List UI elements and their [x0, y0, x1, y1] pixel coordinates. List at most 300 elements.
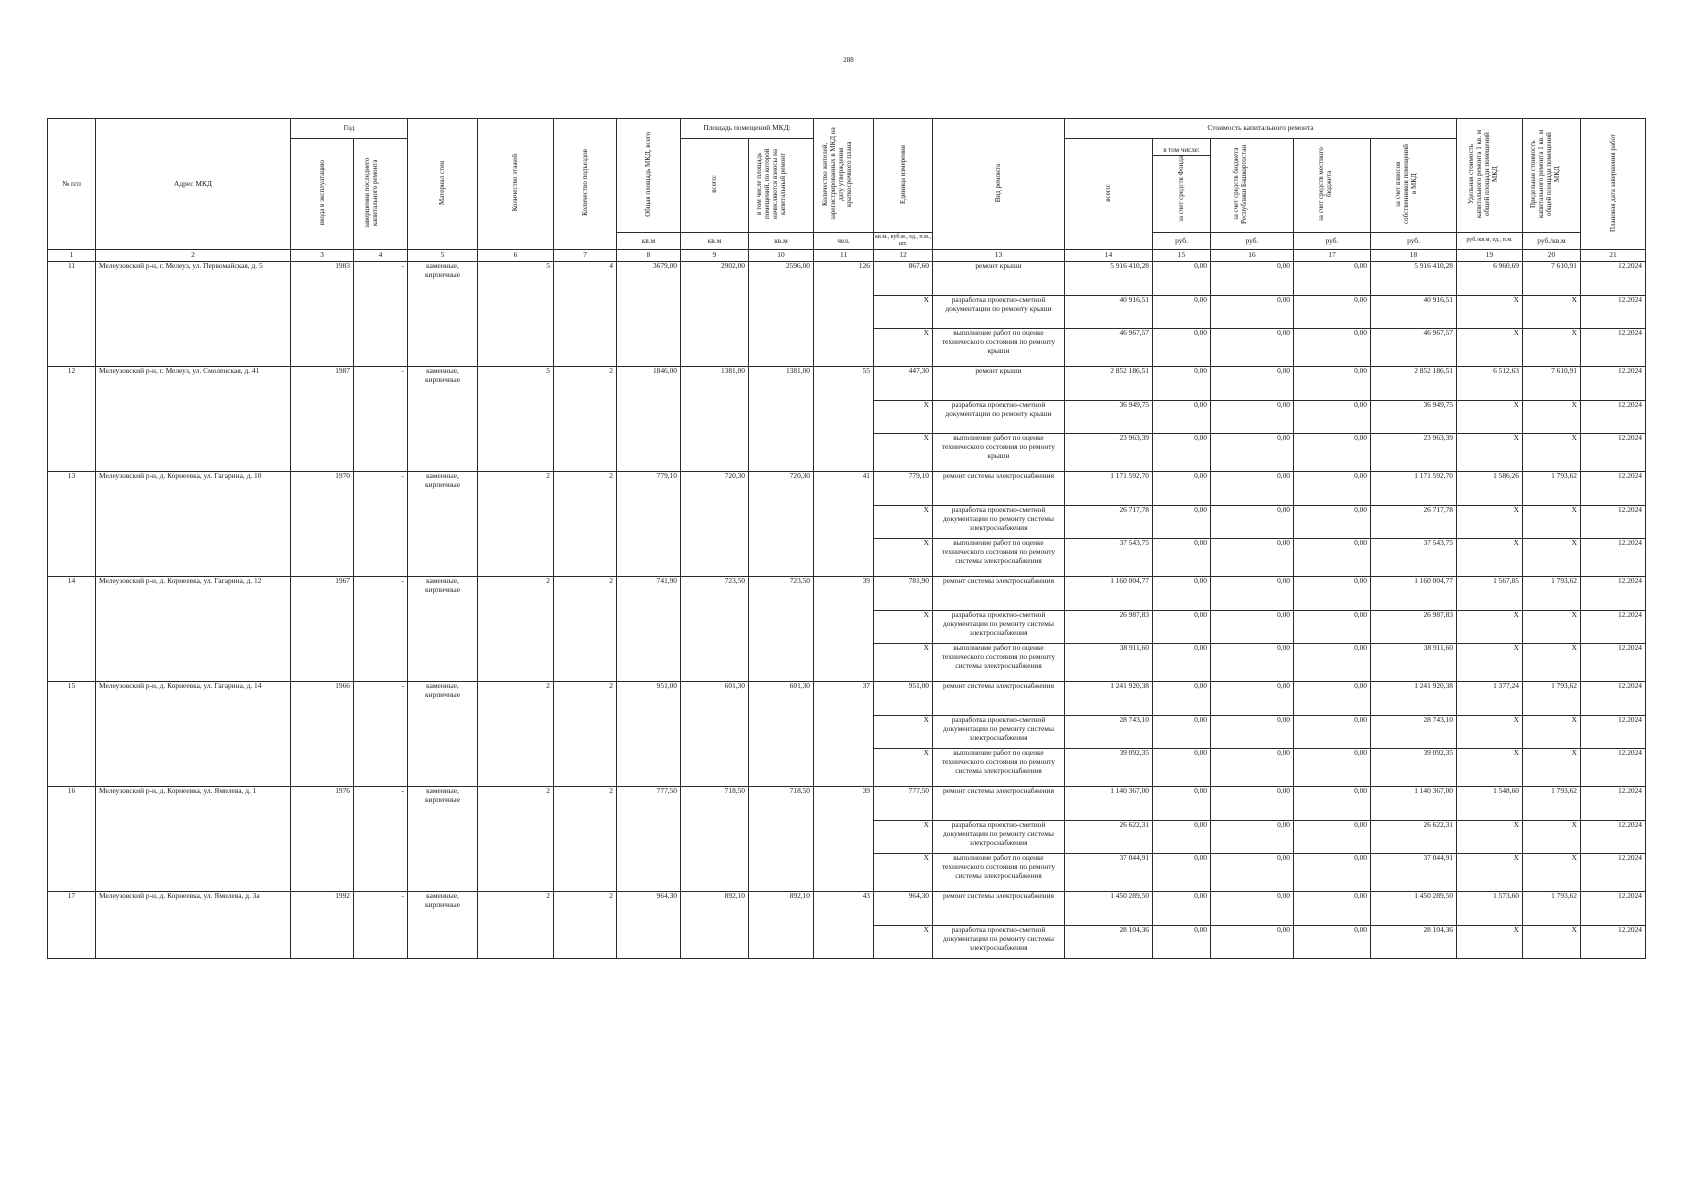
cost-local: 0,00 [1294, 787, 1371, 821]
unit-c15: руб. [1153, 232, 1211, 249]
cost-total: 40 916,51 [1065, 296, 1153, 329]
cost-local: 0,00 [1294, 926, 1371, 959]
unit-cost: X [1457, 644, 1523, 682]
cost-fund: 0,00 [1153, 716, 1211, 749]
work-type: выполнение работ по оценке технического состояния по ремонту системы электроснабжения [933, 749, 1065, 787]
work-type: разработка проектно-сметной документации по ремонту системы электроснабжения [933, 821, 1065, 854]
max-cost: 1 793,62 [1523, 892, 1581, 926]
cost-total: 28 743,10 [1065, 716, 1153, 749]
cost-fund: 0,00 [1153, 296, 1211, 329]
house-num: 13 [48, 472, 96, 577]
residents: 55 [814, 367, 874, 472]
premises-area-fee: 1381,00 [749, 367, 814, 472]
year-commission: 1983 [291, 262, 354, 367]
unit-cost: 1 377,24 [1457, 682, 1523, 716]
cost-local: 0,00 [1294, 401, 1371, 434]
house-address: Мелеузовский р-н, д. Корнеевка, ул. Ямилева, д. 1 [96, 787, 291, 892]
cost-total: 1 241 920,38 [1065, 682, 1153, 716]
table-row [48, 262, 1646, 296]
unit-measure: X [874, 854, 933, 892]
unit-cost: X [1457, 926, 1523, 959]
unit-cost: X [1457, 506, 1523, 539]
work-type: ремонт системы электроснабжения [933, 472, 1065, 506]
unit-measure: X [874, 539, 933, 577]
work-type: выполнение работ по оценке технического состояния по ремонту системы электроснабжения [933, 644, 1065, 682]
year-commission: 1976 [291, 787, 354, 892]
house-address: Мелеузовский р-н, д. Корнеевка, ул. Ямилева, д. 3а [96, 892, 291, 959]
column-number: 7 [554, 250, 617, 262]
max-cost: X [1523, 926, 1581, 959]
cost-republic: 0,00 [1211, 506, 1294, 539]
repair-plan-table [47, 118, 1646, 959]
header-incl: в том числе: [1153, 146, 1210, 155]
deadline-date: 12.2024 [1581, 262, 1646, 296]
header-residents: Количество жителей, зарегистрированных в МКД на дату утверждения краткосрочного плана [820, 127, 853, 221]
unit-measure: X [874, 644, 933, 682]
year-commission: 1970 [291, 472, 354, 577]
column-number: 20 [1523, 250, 1581, 262]
max-cost: 7 610,91 [1523, 367, 1581, 401]
max-cost: X [1523, 749, 1581, 787]
premises-area: 601,30 [681, 682, 749, 787]
cost-fund: 0,00 [1153, 821, 1211, 854]
column-number: 14 [1065, 250, 1153, 262]
cost-total: 1 140 367,00 [1065, 787, 1153, 821]
cost-total: 26 717,78 [1065, 506, 1153, 539]
deadline-date: 12.2024 [1581, 892, 1646, 926]
header-area-residents: в том числе площадь помещений, по которой начисляются взносы на капитальный ремонт [755, 148, 788, 220]
unit-measure: X [874, 401, 933, 434]
premises-area: 723,50 [681, 577, 749, 682]
work-type: разработка проектно-сметной документации по ремонту системы электроснабжения [933, 716, 1065, 749]
work-type: ремонт крыши [933, 262, 1065, 296]
max-cost: X [1523, 716, 1581, 749]
residents: 37 [814, 682, 874, 787]
cost-fund: 0,00 [1153, 892, 1211, 926]
column-number: 16 [1211, 250, 1294, 262]
cost-local: 0,00 [1294, 262, 1371, 296]
wall-material: каменные, кирпичные [408, 787, 478, 892]
floors: 2 [478, 577, 554, 682]
entrances: 2 [554, 367, 617, 472]
wall-material: каменные, кирпичные [408, 577, 478, 682]
cost-owners: 40 916,51 [1371, 296, 1457, 329]
house-address: Мелеузовский р-н, д. Корнеевка, ул. Гагарина, д. 14 [96, 682, 291, 787]
house-num: 15 [48, 682, 96, 787]
deadline-date: 12.2024 [1581, 506, 1646, 539]
cost-republic: 0,00 [1211, 539, 1294, 577]
total-area: 951,00 [617, 682, 681, 787]
unit-measure: 447,30 [874, 367, 933, 401]
deadline-date: 12.2024 [1581, 577, 1646, 611]
unit-measure: X [874, 926, 933, 959]
cost-republic: 0,00 [1211, 577, 1294, 611]
cost-owners: 28 104,36 [1371, 926, 1457, 959]
entrances: 2 [554, 682, 617, 787]
unit-cost: 1 567,85 [1457, 577, 1523, 611]
floors: 2 [478, 892, 554, 959]
unit-cost: X [1457, 434, 1523, 472]
cost-fund: 0,00 [1153, 682, 1211, 716]
entrances: 2 [554, 472, 617, 577]
year-last-repair: - [354, 577, 408, 682]
work-type: разработка проектно-сметной документации по ремонту крыши [933, 401, 1065, 434]
cost-total: 5 916 410,28 [1065, 262, 1153, 296]
year-last-repair: - [354, 367, 408, 472]
deadline-date: 12.2024 [1581, 329, 1646, 367]
cost-owners: 26 717,78 [1371, 506, 1457, 539]
cost-owners: 1 241 920,38 [1371, 682, 1457, 716]
header-total-area: Общая площадь МКД, всего [644, 131, 653, 217]
header-wall-material: Материал стен [438, 160, 447, 205]
column-number: 3 [291, 250, 354, 262]
premises-area-fee: 601,30 [749, 682, 814, 787]
cost-republic: 0,00 [1211, 787, 1294, 821]
unit-measure: 951,00 [874, 682, 933, 716]
unit-measure: X [874, 749, 933, 787]
deadline-date: 12.2024 [1581, 401, 1646, 434]
cost-local: 0,00 [1294, 296, 1371, 329]
max-cost: X [1523, 506, 1581, 539]
work-type: разработка проектно-сметной документации по ремонту крыши [933, 296, 1065, 329]
cost-local: 0,00 [1294, 506, 1371, 539]
max-cost: 1 793,62 [1523, 787, 1581, 821]
entrances: 2 [554, 577, 617, 682]
cost-fund: 0,00 [1153, 472, 1211, 506]
cost-republic: 0,00 [1211, 821, 1294, 854]
unit-c9: кв.м [681, 232, 749, 249]
header-floors: Количество этажей [511, 154, 520, 212]
max-cost: X [1523, 329, 1581, 367]
premises-area: 718,50 [681, 787, 749, 892]
work-type: выполнение работ по оценке технического состояния по ремонту системы электроснабжения [933, 854, 1065, 892]
cost-republic: 0,00 [1211, 472, 1294, 506]
max-cost: 7 610,91 [1523, 262, 1581, 296]
house-address: Мелеузовский р-н, г. Мелеуз, ул. Первомайская, д. 5 [96, 262, 291, 367]
unit-cost: 6 512,63 [1457, 367, 1523, 401]
total-area: 741,90 [617, 577, 681, 682]
wall-material: каменные, кирпичные [408, 262, 478, 367]
premises-area: 720,30 [681, 472, 749, 577]
unit-measure: 781,90 [874, 577, 933, 611]
column-number: 13 [933, 250, 1065, 262]
table-row [48, 787, 1646, 821]
page-number: 288 [843, 56, 854, 64]
work-type: выполнение работ по оценке технического состояния по ремонту системы электроснабжения [933, 539, 1065, 577]
header-max-cost: Предельная стоимость капитального ремонта 1 кв. м общей площади помещений МКД [1528, 129, 1561, 219]
cost-local: 0,00 [1294, 892, 1371, 926]
column-number: 19 [1457, 250, 1523, 262]
premises-area: 1381,00 [681, 367, 749, 472]
unit-c18: руб. [1371, 232, 1457, 249]
cost-owners: 1 171 592,70 [1371, 472, 1457, 506]
cost-owners: 39 092,35 [1371, 749, 1457, 787]
max-cost: X [1523, 821, 1581, 854]
premises-area-fee: 720,30 [749, 472, 814, 577]
total-area: 777,50 [617, 787, 681, 892]
unit-cost: X [1457, 821, 1523, 854]
column-number: 10 [749, 250, 814, 262]
cost-fund: 0,00 [1153, 854, 1211, 892]
unit-cost: 6 960,69 [1457, 262, 1523, 296]
cost-total: 46 967,57 [1065, 329, 1153, 367]
unit-c19: руб./кв.м, ед., п.м. [1457, 232, 1523, 249]
cost-fund: 0,00 [1153, 539, 1211, 577]
header-cost-fund: за счет средств Фонда [1177, 155, 1186, 222]
cost-fund: 0,00 [1153, 787, 1211, 821]
deadline-date: 12.2024 [1581, 434, 1646, 472]
cost-owners: 37 044,91 [1371, 854, 1457, 892]
cost-republic: 0,00 [1211, 926, 1294, 959]
cost-fund: 0,00 [1153, 577, 1211, 611]
wall-material: каменные, кирпичные [408, 892, 478, 959]
cost-local: 0,00 [1294, 472, 1371, 506]
cost-republic: 0,00 [1211, 611, 1294, 644]
cost-fund: 0,00 [1153, 329, 1211, 367]
cost-fund: 0,00 [1153, 506, 1211, 539]
cost-republic: 0,00 [1211, 401, 1294, 434]
house-address: Мелеузовский р-н, д. Корнеевка, ул. Гагарина, д. 12 [96, 577, 291, 682]
residents: 39 [814, 787, 874, 892]
cost-fund: 0,00 [1153, 434, 1211, 472]
header-year-commission: ввода в эксплуатацию [317, 160, 326, 226]
cost-local: 0,00 [1294, 539, 1371, 577]
cost-republic: 0,00 [1211, 854, 1294, 892]
max-cost: X [1523, 296, 1581, 329]
unit-cost: 1 573,60 [1457, 892, 1523, 926]
year-commission: 1966 [291, 682, 354, 787]
cost-owners: 38 911,60 [1371, 644, 1457, 682]
unit-c16: руб. [1211, 232, 1294, 249]
deadline-date: 12.2024 [1581, 682, 1646, 716]
cost-total: 23 963,39 [1065, 434, 1153, 472]
table-row [48, 682, 1646, 716]
cost-total: 1 160 004,77 [1065, 577, 1153, 611]
work-type: разработка проектно-сметной документации по ремонту системы электроснабжения [933, 506, 1065, 539]
deadline-date: 12.2024 [1581, 367, 1646, 401]
house-num: 16 [48, 787, 96, 892]
wall-material: каменные, кирпичные [408, 367, 478, 472]
cost-fund: 0,00 [1153, 367, 1211, 401]
year-commission: 1992 [291, 892, 354, 959]
table-row [48, 472, 1646, 506]
floors: 2 [478, 472, 554, 577]
premises-area-fee: 892,10 [749, 892, 814, 959]
deadline-date: 12.2024 [1581, 749, 1646, 787]
max-cost: X [1523, 401, 1581, 434]
cost-total: 26 987,83 [1065, 611, 1153, 644]
max-cost: 1 793,62 [1523, 682, 1581, 716]
cost-local: 0,00 [1294, 854, 1371, 892]
house-num: 14 [48, 577, 96, 682]
column-number: 2 [96, 250, 291, 262]
year-last-repair: - [354, 787, 408, 892]
capital-repair-table [47, 118, 1646, 959]
table-body [48, 262, 1646, 959]
cost-local: 0,00 [1294, 821, 1371, 854]
cost-owners: 1 450 289,50 [1371, 892, 1457, 926]
column-numbers-row [48, 250, 1646, 262]
year-commission: 1967 [291, 577, 354, 682]
floors: 2 [478, 787, 554, 892]
cost-local: 0,00 [1294, 367, 1371, 401]
unit-cost: X [1457, 611, 1523, 644]
cost-republic: 0,00 [1211, 262, 1294, 296]
cost-local: 0,00 [1294, 611, 1371, 644]
deadline-date: 12.2024 [1581, 644, 1646, 682]
house-address: Мелеузовский р-н, г. Мелеуз, ул. Смоленская, д. 41 [96, 367, 291, 472]
cost-fund: 0,00 [1153, 611, 1211, 644]
cost-fund: 0,00 [1153, 749, 1211, 787]
deadline-date: 12.2024 [1581, 854, 1646, 892]
column-number: 18 [1371, 250, 1457, 262]
table-row [48, 367, 1646, 401]
floors: 5 [478, 367, 554, 472]
max-cost: X [1523, 644, 1581, 682]
header-unit-measure: Единица измерения [898, 144, 907, 204]
unit-measure: X [874, 611, 933, 644]
header-deadline: Плановая дата завершения работ [1608, 133, 1617, 232]
house-num: 11 [48, 262, 96, 367]
unit-measure: 779,10 [874, 472, 933, 506]
house-address: Мелеузовский р-н, д. Корнеевка, ул. Гагарина, д. 10 [96, 472, 291, 577]
premises-area: 892,10 [681, 892, 749, 959]
residents: 39 [814, 577, 874, 682]
cost-local: 0,00 [1294, 329, 1371, 367]
unit-cost: X [1457, 539, 1523, 577]
column-number: 17 [1294, 250, 1371, 262]
cost-fund: 0,00 [1153, 926, 1211, 959]
cost-republic: 0,00 [1211, 682, 1294, 716]
max-cost: X [1523, 854, 1581, 892]
header-cost-local: за счет средств местного бюджета [1317, 147, 1334, 221]
cost-owners: 36 949,75 [1371, 401, 1457, 434]
unit-cost: X [1457, 296, 1523, 329]
cost-owners: 2 852 186,51 [1371, 367, 1457, 401]
total-area: 1846,00 [617, 367, 681, 472]
cost-total: 1 450 289,50 [1065, 892, 1153, 926]
column-number: 1 [48, 250, 96, 262]
residents: 41 [814, 472, 874, 577]
unit-measure: X [874, 329, 933, 367]
max-cost: X [1523, 434, 1581, 472]
cost-republic: 0,00 [1211, 716, 1294, 749]
deadline-date: 12.2024 [1581, 472, 1646, 506]
work-type: ремонт системы электроснабжения [933, 892, 1065, 926]
header-cost-total: всего: [1104, 183, 1113, 202]
work-type: ремонт системы электроснабжения [933, 787, 1065, 821]
cost-owners: 23 963,39 [1371, 434, 1457, 472]
unit-measure: X [874, 506, 933, 539]
residents: 43 [814, 892, 874, 959]
work-type: разработка проектно-сметной документации по ремонту системы электроснабжения [933, 611, 1065, 644]
entrances: 2 [554, 787, 617, 892]
wall-material: каменные, кирпичные [408, 682, 478, 787]
cost-local: 0,00 [1294, 682, 1371, 716]
cost-owners: 1 140 367,00 [1371, 787, 1457, 821]
floors: 5 [478, 262, 554, 367]
year-last-repair: - [354, 262, 408, 367]
header-cost: Стоимость капитального ремонта [1065, 119, 1457, 139]
wall-material: каменные, кирпичные [408, 472, 478, 577]
max-cost: X [1523, 539, 1581, 577]
deadline-date: 12.2024 [1581, 821, 1646, 854]
column-number: 6 [478, 250, 554, 262]
cost-local: 0,00 [1294, 434, 1371, 472]
unit-measure: X [874, 716, 933, 749]
unit-c8: кв.м [617, 232, 681, 249]
header-unit-cost: Удельная стоимость капитального ремонта 1 кв. м общей площади помещений МКД [1466, 129, 1499, 219]
unit-measure: X [874, 296, 933, 329]
cost-owners: 5 916 410,28 [1371, 262, 1457, 296]
table-header [48, 119, 1646, 262]
work-type: ремонт системы электроснабжения [933, 577, 1065, 611]
cost-owners: 26 622,31 [1371, 821, 1457, 854]
entrances: 4 [554, 262, 617, 367]
unit-c11: чел. [814, 232, 874, 249]
year-last-repair: - [354, 472, 408, 577]
cost-fund: 0,00 [1153, 644, 1211, 682]
cost-republic: 0,00 [1211, 749, 1294, 787]
unit-cost: X [1457, 749, 1523, 787]
deadline-date: 12.2024 [1581, 611, 1646, 644]
cost-owners: 26 987,83 [1371, 611, 1457, 644]
column-number: 21 [1581, 250, 1646, 262]
cost-republic: 0,00 [1211, 434, 1294, 472]
column-number: 9 [681, 250, 749, 262]
unit-cost: 1 586,26 [1457, 472, 1523, 506]
cost-local: 0,00 [1294, 749, 1371, 787]
work-type: ремонт системы электроснабжения [933, 682, 1065, 716]
house-num: 12 [48, 367, 96, 472]
unit-measure: X [874, 821, 933, 854]
header-entrances: Количество подъездов [580, 149, 589, 217]
unit-measure: X [874, 434, 933, 472]
cost-local: 0,00 [1294, 644, 1371, 682]
deadline-date: 12.2024 [1581, 539, 1646, 577]
cost-fund: 0,00 [1153, 401, 1211, 434]
unit-measure: 777,50 [874, 787, 933, 821]
cost-total: 2 852 186,51 [1065, 367, 1153, 401]
unit-cost: X [1457, 329, 1523, 367]
cost-total: 37 543,75 [1065, 539, 1153, 577]
unit-c20: руб./кв.м [1523, 232, 1581, 249]
header-year-last-repair: завершения последнего капитального ремонта [362, 157, 379, 228]
cost-local: 0,00 [1294, 577, 1371, 611]
max-cost: 1 793,62 [1523, 577, 1581, 611]
cost-owners: 28 743,10 [1371, 716, 1457, 749]
cost-total: 38 911,60 [1065, 644, 1153, 682]
floors: 2 [478, 682, 554, 787]
cost-republic: 0,00 [1211, 367, 1294, 401]
unit-c12: кв.м., куб.м., ед., п.м., шт. [874, 232, 933, 249]
premises-area-fee: 718,50 [749, 787, 814, 892]
house-num: 17 [48, 892, 96, 959]
residents: 126 [814, 262, 874, 367]
header-premises-area: Площадь помещений МКД: [681, 119, 814, 139]
unit-measure: 867,60 [874, 262, 933, 296]
total-area: 3679,00 [617, 262, 681, 367]
work-type: разработка проектно-сметной документации по ремонту системы электроснабжения [933, 926, 1065, 959]
unit-cost: X [1457, 401, 1523, 434]
deadline-date: 12.2024 [1581, 787, 1646, 821]
header-num: № п/п [48, 119, 96, 250]
work-type: выполнение работ по оценке технического состояния по ремонту крыши [933, 434, 1065, 472]
header-year: Год [291, 119, 408, 139]
cost-total: 28 104,36 [1065, 926, 1153, 959]
unit-c17: руб. [1294, 232, 1371, 249]
header-address: Адрес МКД [96, 119, 291, 250]
